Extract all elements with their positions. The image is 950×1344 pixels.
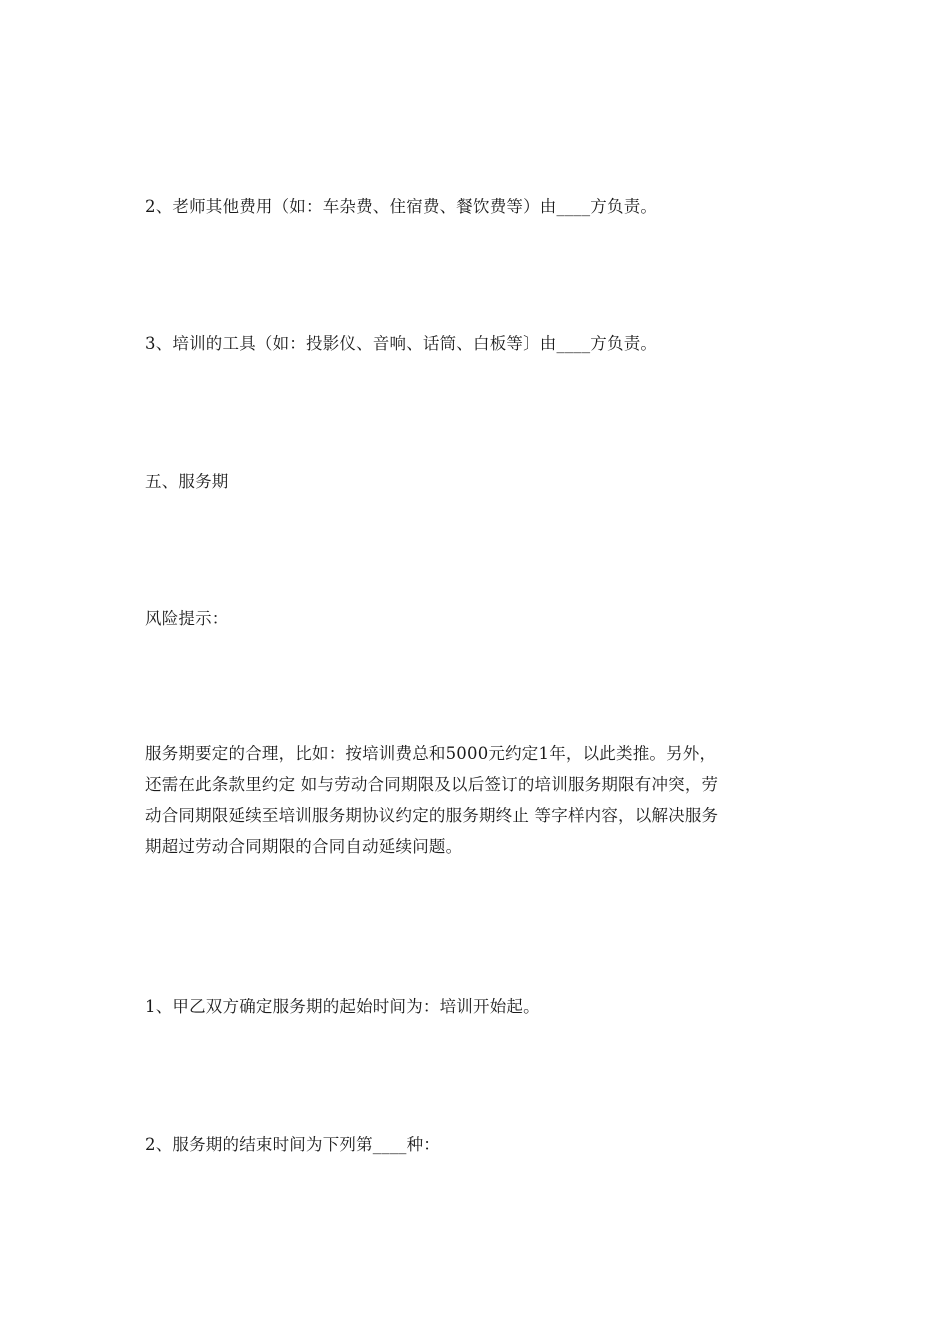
risk-paragraph-line: 还需在此条款里约定 如与劳动合同期限及以后签订的培训服务期限有冲突，劳 — [145, 775, 719, 794]
risk-paragraph-line: 期超过劳动合同期限的合同自动延续问题。 — [145, 837, 463, 856]
clause-teacher-expenses: 2、老师其他费用（如：车杂费、住宿费、餐饮费等）由____方负责。 — [145, 197, 658, 216]
section-heading-service-period: 五、服务期 — [145, 472, 229, 491]
clause-training-tools: 3、培训的工具（如：投影仪、音响、话筒、白板等〕由____方负责。 — [145, 334, 658, 353]
risk-paragraph-line: 动合同期限延续至培训服务期协议约定的服务期终止 等字样内容，以解决服务 — [145, 806, 719, 825]
risk-warning-paragraph — [145, 738, 810, 862]
clause-service-end: 2、服务期的结束时间为下列第____种： — [145, 1135, 440, 1154]
clause-service-start: 1、甲乙双方确定服务期的起始时间为：培训开始起。 — [145, 997, 540, 1016]
risk-warning-label: 风险提示： — [145, 609, 229, 628]
risk-paragraph-line: 服务期要定的合理，比如：按培训费总和5000元约定1年，以此类推。另外， — [145, 744, 717, 763]
